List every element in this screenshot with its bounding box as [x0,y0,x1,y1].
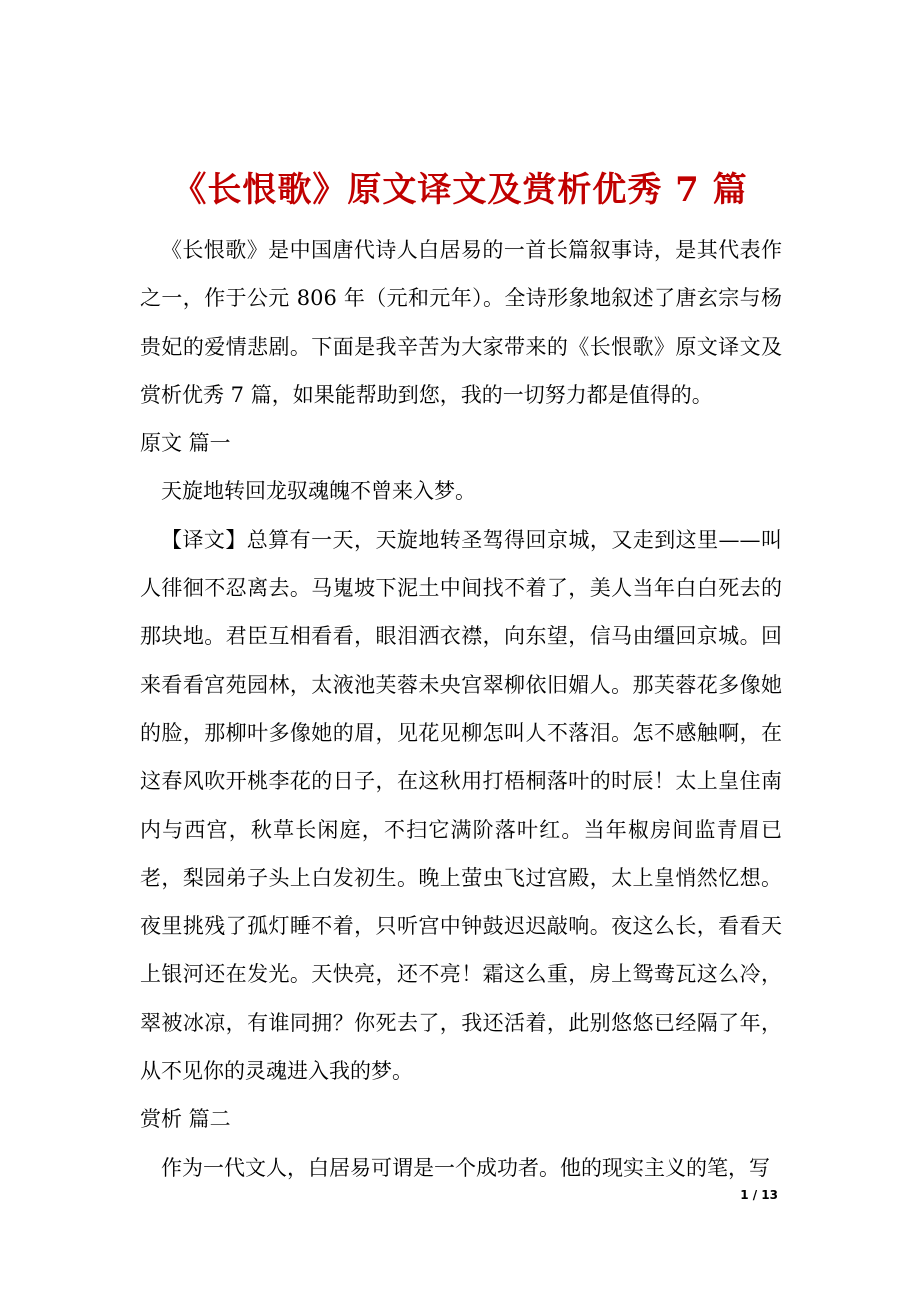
page-number: 1 / 13 [740,1188,778,1202]
appreciation-paragraph: 作为一代文人，白居易可谓是一个成功者。他的现实主义的笔，写 [161,1155,770,1180]
translation-paragraph: 【译文】总算有一天，天旋地转圣驾得回京城，又走到这里——叫人徘徊不忍离去。马嵬坡下泥土中间找不着了，美人当年白白死去的那块地。君臣互相看看，眼泪洒衣襟，向东望，信马由缰回京城。回来看看宫苑园林，太液池芙蓉未央宫翠柳依旧媚人。那芙蓉花多像她的脸，那柳叶多像她的眉，见花见柳怎叫人不落泪。怎不感触啊，在这春风吹开桃李花的日子，在这秋用打梧桐落叶的时辰！太上皇住南内与西宫，秋草长闲庭，不扫它满阶落叶红。当年椒房间监青眉已老，梨园弟子头上白发初生。晚上萤虫飞过宫殿，太上皇悄然忆想。夜里挑残了孤灯睡不着，只听宫中钟鼓迟迟敲响。夜这么长，看看天上银河还在发光。天快亮，还不亮！霜这么重，房上鸳鸯瓦这么冷，翠被冰凉，有谁同拥？你死去了，我还活着，此别悠悠已经隔了年，从不见你的灵魂进入我的梦。 [140,527,782,1084]
page-title: 《长恨歌》原文译文及赏析优秀 7 篇 [172,169,748,210]
section-heading-original: 原文 篇一 [140,431,231,456]
verse-line: 天旋地转回龙驭魂魄不曾来入梦。 [161,479,476,504]
intro-paragraph: 《长恨歌》是中国唐代诗人白居易的一首长篇叙事诗，是其代表作之一，作于公元 806 年（元和元年）。全诗形象地叙述了唐玄宗与杨贵妃的爱情悲剧。下面是我辛苦为大家带来的《长恨歌》原文译文及赏析优秀 7 篇，如果能帮助到您，我的一切努力都是值得的。 [140,238,782,407]
section-heading-appreciation: 赏析 篇二 [140,1107,231,1132]
document-body [140,226,782,1192]
